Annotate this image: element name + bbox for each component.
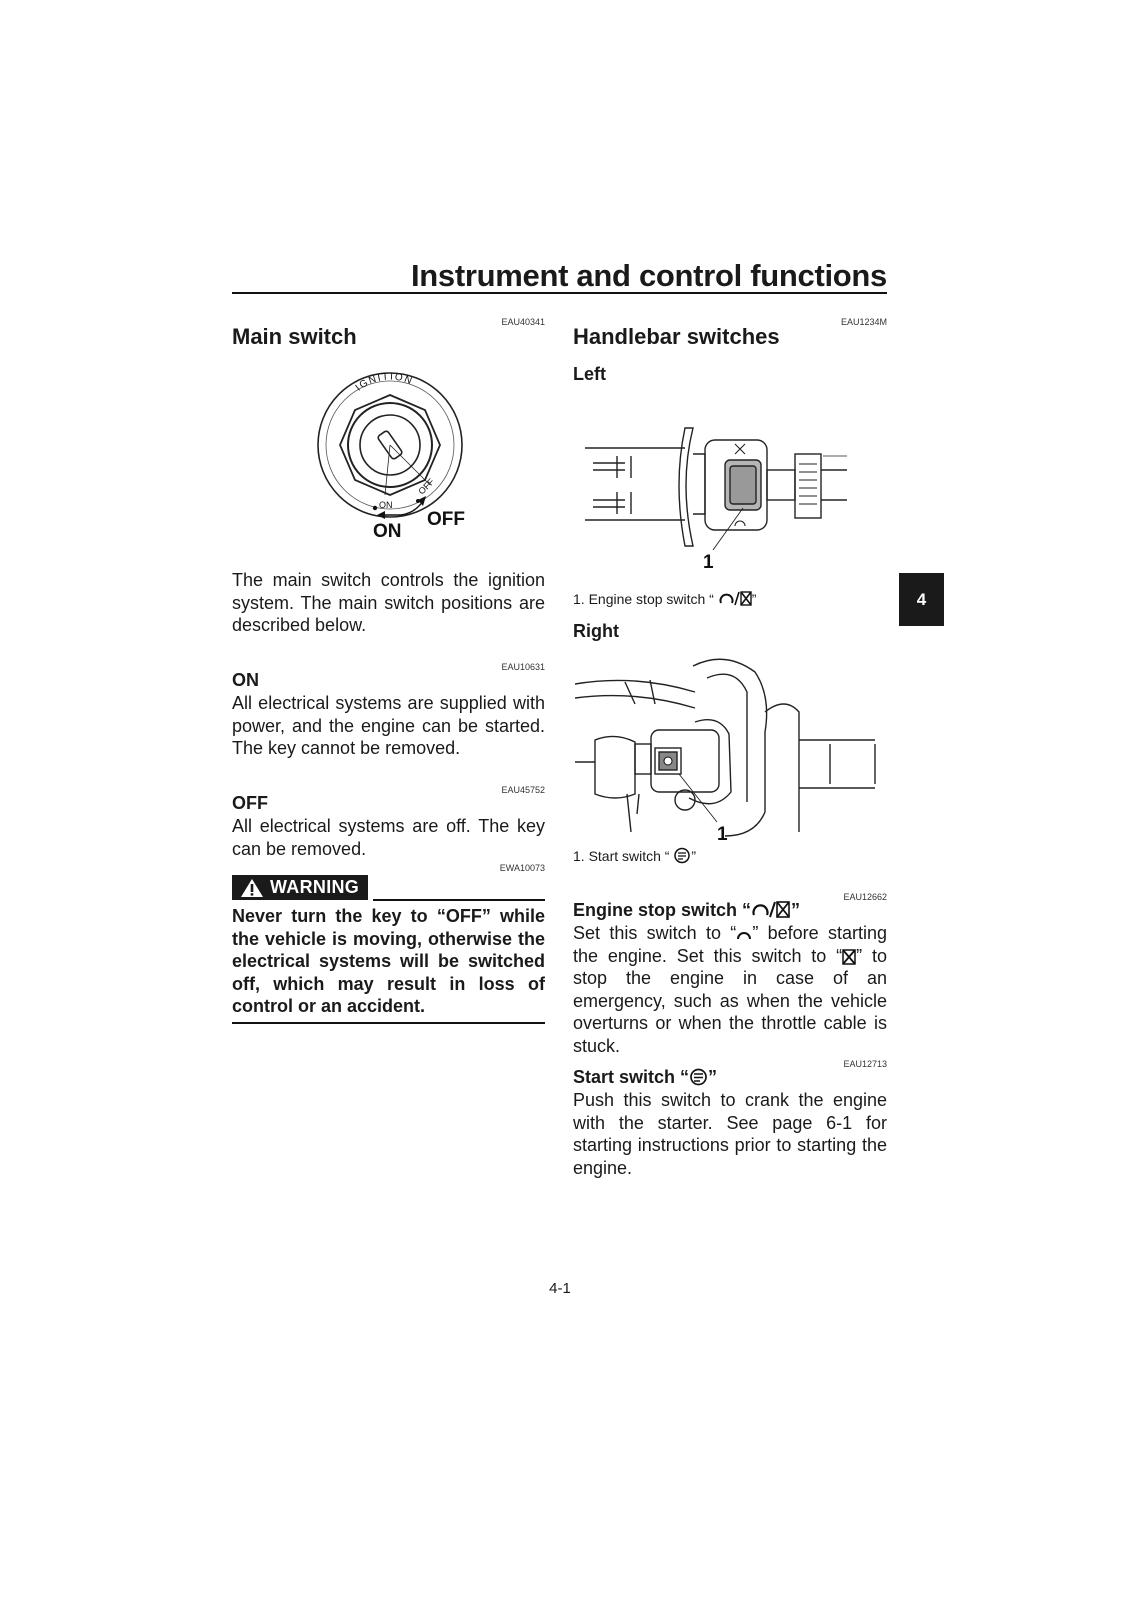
start-icon bbox=[673, 847, 691, 864]
warning-text: Never turn the key to “OFF” while the vehicle is moving, otherwise the electrical systems will be switched off, which may result in loss of control or an accident. bbox=[232, 906, 545, 1016]
off-text: All electrical systems are off. The key can be removed. bbox=[232, 816, 545, 859]
warning-rule bbox=[373, 899, 545, 901]
section-code: EAU40341 bbox=[501, 317, 545, 327]
on-heading: ON bbox=[232, 670, 259, 690]
warning-badge bbox=[232, 875, 368, 900]
section-code: EAU12713 bbox=[843, 1059, 887, 1069]
page-title: Instrument and control functions bbox=[410, 258, 887, 293]
warning-rule-bottom bbox=[232, 1022, 545, 1024]
chapter-tab: 4 bbox=[899, 573, 944, 626]
right-caption: 1. Start switch “ ” bbox=[573, 848, 697, 864]
section-code: EAU12662 bbox=[843, 892, 887, 902]
page-number: 4-1 bbox=[549, 1280, 571, 1297]
section-code: EAU10631 bbox=[501, 662, 545, 672]
engine-stop-text: Set this switch to “ ” before starting the engine. Set this switch to “ ” to stop the engine in case of an emergency, such as when the vehicle overturns or when the throttle cable is stuck. bbox=[573, 923, 887, 1056]
engine-stop-heading: Engine stop switch “ ” bbox=[573, 900, 801, 920]
left-caption: 1. Engine stop switch “ ” bbox=[573, 591, 757, 607]
start-switch-text: Push this switch to crank the engine with the starter. See page 6-1 for starting instructions prior to starting the engine. bbox=[573, 1090, 887, 1178]
warning-label: WARNING bbox=[270, 877, 360, 897]
engine-run-stop-icon bbox=[751, 900, 791, 919]
handlebar-heading: Handlebar switches bbox=[573, 324, 780, 349]
engine-run-stop-icon bbox=[718, 590, 752, 607]
warning-icon bbox=[240, 878, 264, 898]
title-rule bbox=[232, 292, 887, 294]
on-text: All electrical systems are supplied with power, and the engine can be started. The key cannot be removed. bbox=[232, 693, 545, 758]
main-switch-heading: Main switch bbox=[232, 324, 357, 349]
small-off-label: OFF bbox=[416, 476, 437, 497]
section-code: EAU45752 bbox=[501, 785, 545, 795]
engine-stop-icon bbox=[842, 949, 856, 965]
off-heading: OFF bbox=[232, 793, 268, 813]
start-icon bbox=[689, 1068, 708, 1086]
left-label: Left bbox=[573, 364, 606, 384]
engine-run-icon bbox=[736, 926, 752, 942]
left-callout: 1 bbox=[703, 552, 714, 573]
ignition-ring-label: IGNITION bbox=[353, 371, 415, 394]
main-switch-figure bbox=[305, 365, 475, 545]
section-code: EWA10073 bbox=[499, 863, 545, 873]
section-code: EAU1234M bbox=[840, 317, 887, 327]
on-label: ON bbox=[373, 521, 402, 542]
right-label: Right bbox=[573, 621, 619, 641]
left-handlebar-figure bbox=[585, 408, 855, 573]
small-on-label: ON bbox=[379, 500, 393, 510]
right-callout: 1 bbox=[717, 824, 728, 845]
off-label: OFF bbox=[427, 509, 465, 530]
right-handlebar-figure bbox=[575, 652, 885, 847]
main-switch-intro: The main switch controls the ignition system. The main switch positions are described below. bbox=[232, 570, 545, 635]
start-switch-heading: Start switch “ ” bbox=[573, 1067, 718, 1087]
